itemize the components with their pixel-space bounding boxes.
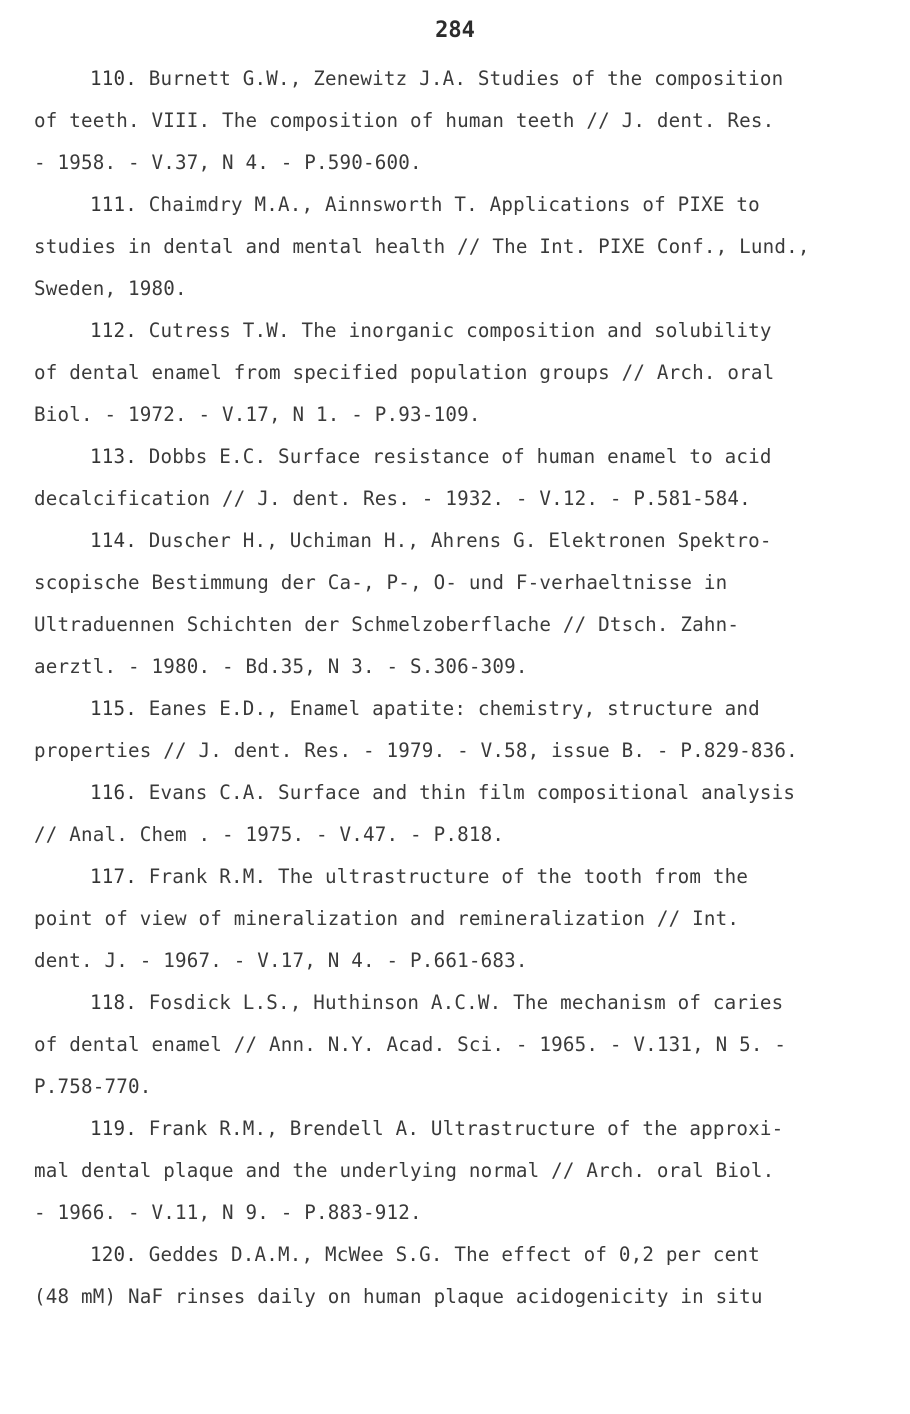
reference-number: 119. bbox=[90, 1117, 138, 1140]
reference-item bbox=[34, 184, 880, 310]
reference-number: 118. bbox=[90, 991, 138, 1014]
reference-item bbox=[34, 436, 880, 520]
reference-number: 112. bbox=[90, 319, 138, 342]
reference-number: 114. bbox=[90, 529, 138, 552]
reference-number: 110. bbox=[90, 67, 138, 90]
reference-text: Fosdick L.S., Huthinson A.C.W. The mechanism of caries of dental enamel // Ann. N.Y. Acad. Sci. - 1965. - V.131, N 5. - P.758-770. bbox=[34, 991, 787, 1098]
reference-item bbox=[34, 1108, 880, 1234]
reference-item bbox=[34, 982, 880, 1108]
reference-number: 116. bbox=[90, 781, 138, 804]
page-number: 284 bbox=[435, 18, 475, 43]
reference-item bbox=[34, 1234, 880, 1318]
reference-text: Dobbs E.C. Surface resistance of human enamel to acid decalcification // J. dent. Res. - 1932. - V.12. - P.581-584. bbox=[34, 445, 772, 510]
reference-text: Frank R.M. The ultrastructure of the tooth from the point of view of mineralization and remineralization // Int. dent. J. - 1967. - V.17, N 4. - P.661-683. bbox=[34, 865, 749, 972]
reference-number: 115. bbox=[90, 697, 138, 720]
reference-item bbox=[34, 58, 880, 184]
reference-text: Burnett G.W., Zenewitz J.A. Studies of the composition of teeth. VIII. The composition of human teeth // J. dent. Res. - 1958. - V.37, N 4. - P.590-600. bbox=[34, 67, 784, 174]
reference-text: Geddes D.A.M., McWee S.G. The effect of 0,2 per cent (48 mM) NaF rinses daily on human plaque acidogenicity in situ bbox=[34, 1243, 763, 1308]
reference-item bbox=[34, 520, 880, 688]
reference-number: 117. bbox=[90, 865, 138, 888]
reference-text: Duscher H., Uchiman H., Ahrens G. Elektronen Spektro- scopische Bestimmung der Ca-, P-, O- und F-verhaeltnisse in Ultraduennen Schichten der Schmelzoberflache // Dtsch. Zahn- aerztl. - 1980. - Bd.35, N 3. - S.306-309. bbox=[34, 529, 772, 678]
reference-item bbox=[34, 310, 880, 436]
reference-text: Cutress T.W. The inorganic composition and solubility of dental enamel from specified population groups // Arch. oral Biol. - 1972. - V.17, N 1. - P.93-109. bbox=[34, 319, 775, 426]
reference-number: 113. bbox=[90, 445, 138, 468]
reference-item bbox=[34, 856, 880, 982]
reference-item bbox=[34, 772, 880, 856]
reference-text: Eanes E.D., Enamel apatite: chemistry, structure and properties // J. dent. Res. - 1979. - V.58, issue B. - P.829-836. bbox=[34, 697, 798, 762]
reference-text: Frank R.M., Brendell A. Ultrastructure of the approxi- mal dental plaque and the underlying normal // Arch. oral Biol. - 1966. - V.11, N 9. - P.883-912. bbox=[34, 1117, 784, 1224]
reference-list bbox=[34, 58, 880, 1318]
reference-number: 120. bbox=[90, 1243, 138, 1266]
reference-item bbox=[34, 688, 880, 772]
reference-text: Chaimdry M.A., Ainnsworth T. Applications of PIXE to studies in dental and mental health // The Int. PIXE Conf., Lund., Sweden, 1980. bbox=[34, 193, 810, 300]
reference-text: Evans C.A. Surface and thin film compositional analysis // Anal. Chem . - 1975. - V.47. - P.818. bbox=[34, 781, 796, 846]
reference-number: 111. bbox=[90, 193, 138, 216]
